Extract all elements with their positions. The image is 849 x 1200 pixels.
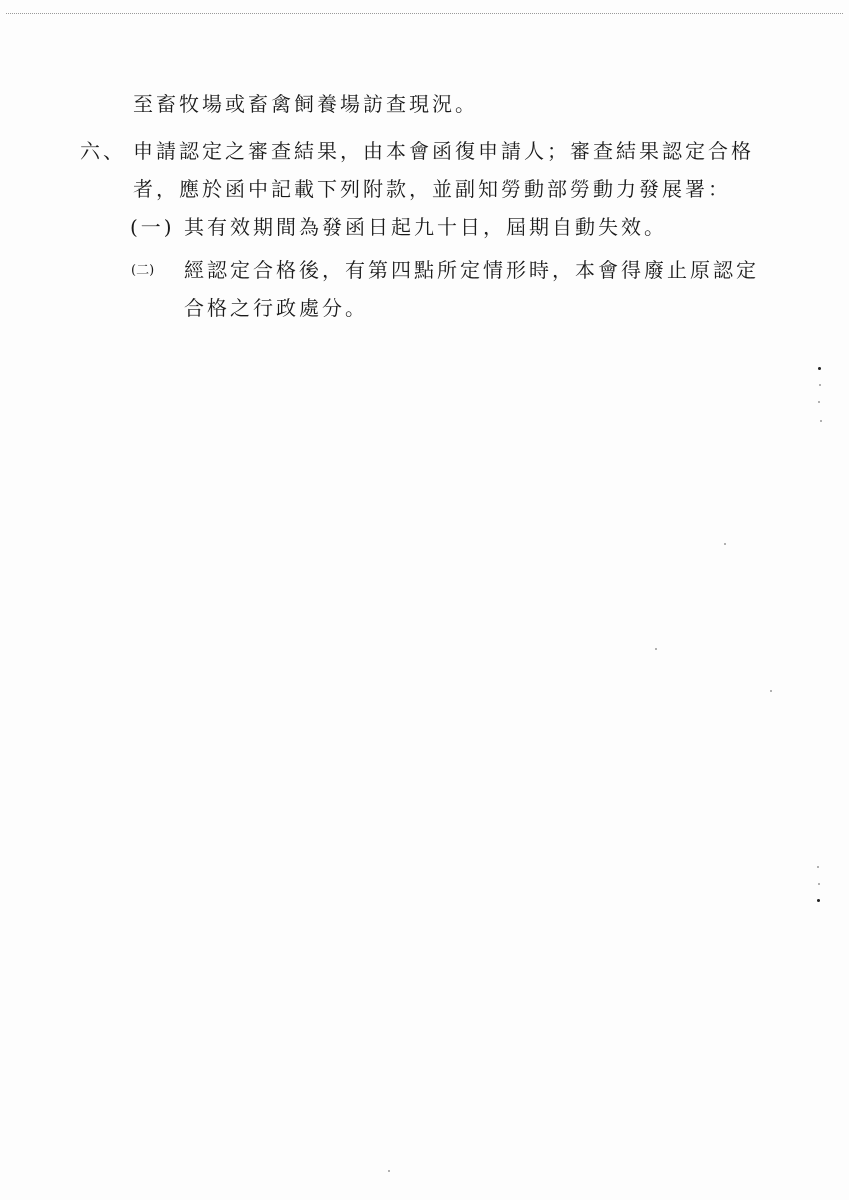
scan-speck — [770, 690, 772, 692]
scan-speck — [724, 543, 726, 545]
item-two-line-2: 合格之行政處分。 — [184, 296, 368, 320]
scan-speck — [820, 420, 822, 422]
scan-speck — [817, 866, 819, 868]
scan-speck — [655, 648, 657, 650]
section-six-line-1: 申請認定之審查結果，由本會函復申請人；審查結果認定合格 — [133, 139, 754, 163]
section-six-marker: 六、 — [80, 139, 126, 163]
item-two-line-1: 經認定合格後，有第四點所定情形時，本會得廢止原認定 — [184, 258, 759, 282]
item-two-marker: (二) — [131, 263, 155, 278]
scan-speck — [817, 899, 820, 902]
scan-speck — [818, 401, 820, 403]
item-one-marker: (一) — [130, 215, 175, 239]
scan-speck — [388, 1170, 390, 1172]
section-six-line-2: 者，應於函中記載下列附款，並副知勞動部勞動力發展署： — [133, 177, 731, 201]
top-border-rule — [6, 13, 843, 14]
continuation-line: 至畜牧場或畜禽飼養場訪查現況。 — [133, 92, 478, 116]
item-one-text: 其有效期間為發函日起九十日，屆期自動失效。 — [184, 215, 667, 239]
scan-speck — [818, 883, 820, 885]
scan-speck — [819, 384, 821, 386]
scan-speck — [818, 367, 821, 370]
